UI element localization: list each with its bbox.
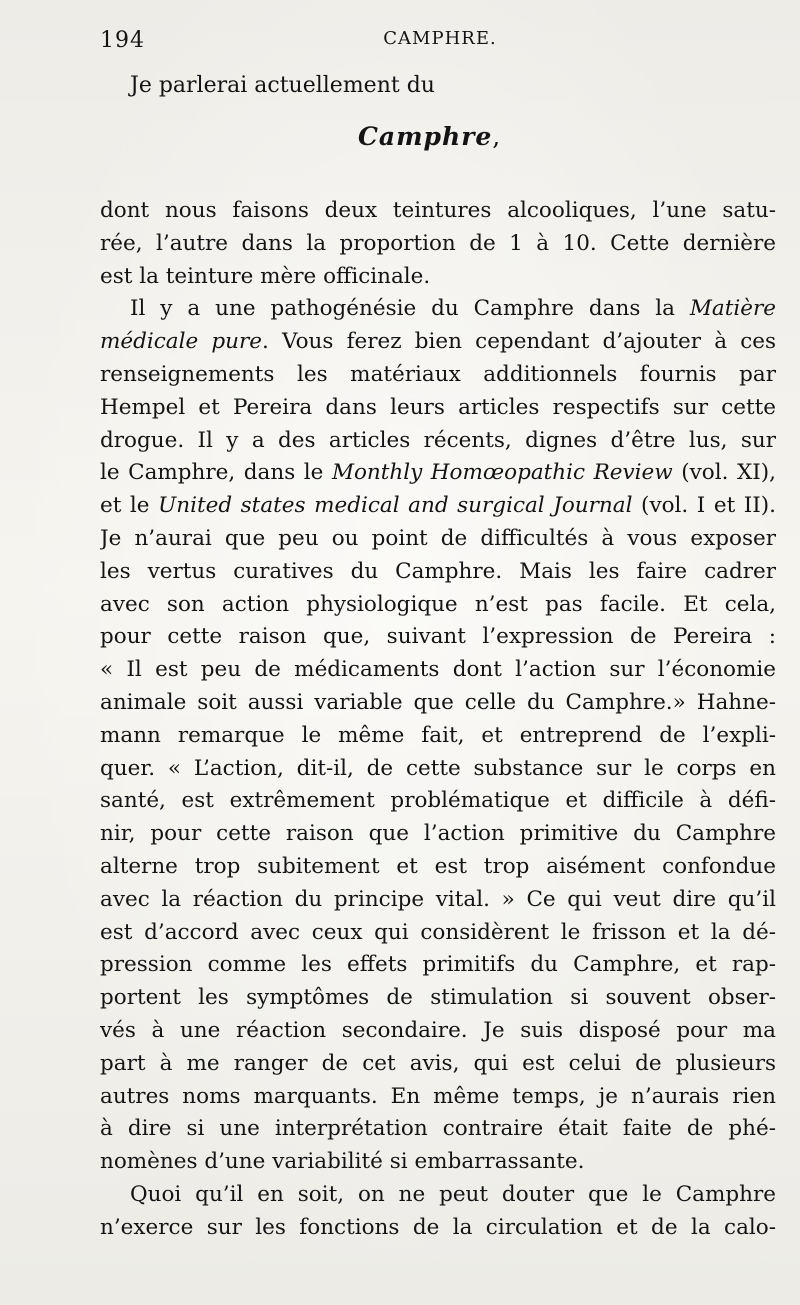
text-line: [100, 261, 776, 294]
text-line: [100, 326, 776, 359]
text-segment: à dire si une interprétation contraire était faite de phé-: [100, 1116, 776, 1142]
text-line: [100, 687, 776, 720]
text-segment: est la teinture mère officinale.: [100, 263, 431, 289]
section-title-word: Camphre: [358, 122, 493, 151]
text-line: [100, 851, 776, 884]
section-title: [358, 122, 501, 151]
text-segment: est d’accord avec ceux qui considèrent le frisson et la dé-: [100, 919, 776, 945]
text-segment: (vol. XI),: [672, 460, 776, 486]
text-segment: « Il est peu de médicaments dont l’action sur l’économie: [100, 657, 776, 683]
text-line: [100, 1113, 776, 1146]
italic-text: Matière: [689, 296, 776, 322]
running-head: CAMPHRE.: [383, 28, 497, 49]
text-line: [100, 1081, 776, 1114]
page-number: 194: [100, 28, 145, 53]
italic-text: United states medical and surgical Journal: [158, 493, 633, 519]
section-title-punct: ,: [492, 122, 502, 151]
text-line: [100, 359, 776, 392]
italic-text: Monthly Homœopathic Review: [331, 460, 673, 486]
text-segment: drogue. Il y a des articles récents, dignes d’être lus, sur: [100, 427, 776, 453]
text-segment: avec la réaction du principe vital. » Ce qui veut dire qu’il: [100, 886, 776, 912]
text-segment: Quoi qu’il en soit, on ne peut douter que le Camphre: [130, 1181, 776, 1207]
text-line: [100, 785, 776, 818]
text-line: [100, 392, 776, 425]
text-segment: rée, l’autre dans la proportion de 1 à 10. Cette dernière: [100, 230, 776, 256]
text-segment: renseignements les matériaux additionnels fournis par: [100, 361, 776, 387]
text-segment: Il y a une pathogénésie du Camphre dans la: [130, 296, 690, 322]
text-segment: dont nous faisons deux teintures alcooliques, l’une satu-: [100, 198, 776, 223]
text-line: [100, 949, 776, 982]
italic-text: médicale pure: [100, 329, 263, 355]
text-segment: (vol. I et II).: [632, 493, 776, 519]
text-line: [100, 293, 776, 326]
text-segment: nir, pour cette raison que l’action primitive du Camphre: [100, 821, 776, 847]
text-line: [100, 884, 776, 917]
text-line: [100, 556, 776, 589]
text-segment: vés à une réaction secondaire. Je suis disposé pour ma: [100, 1017, 776, 1043]
text-segment: autres noms marquants. En même temps, je n’aurais rien: [100, 1083, 776, 1109]
body-text: [100, 195, 776, 1245]
text-line: [100, 1146, 776, 1179]
text-line: [100, 1179, 776, 1212]
text-line: [100, 720, 776, 753]
text-segment: pour cette raison que, suivant l’expression de Pereira :: [100, 624, 776, 650]
text-line: [100, 1048, 776, 1081]
text-line: [100, 982, 776, 1015]
text-segment: les vertus curatives du Camphre. Mais les faire cadrer: [100, 558, 776, 584]
text-line: [100, 621, 776, 654]
text-segment: nomènes d’une variabilité si embarrassante.: [100, 1149, 585, 1175]
text-segment: alterne trop subitement et est trop aisément confondue: [100, 853, 776, 879]
text-line: [100, 523, 776, 556]
intro-line: Je parlerai actuellement du: [130, 73, 435, 98]
text-segment: mann remarque le même fait, et entreprend de l’expli-: [100, 722, 776, 748]
text-segment: . Vous ferez bien cependant d’ajouter à ces: [262, 329, 776, 355]
text-line: [100, 490, 776, 523]
text-segment: pression comme les effets primitifs du Camphre, et rap-: [100, 952, 776, 978]
text-line: [100, 654, 776, 687]
text-line: [100, 753, 776, 786]
text-line: [100, 195, 776, 228]
text-segment: avec son action physiologique n’est pas facile. Et cela,: [100, 591, 776, 617]
text-line: [100, 457, 776, 490]
text-segment: et le: [100, 493, 159, 519]
text-segment: Hempel et Pereira dans leurs articles respectifs sur cette: [100, 394, 776, 420]
text-line: [100, 589, 776, 622]
text-segment: quer. « L’action, dit-il, de cette substance sur le corps en: [100, 755, 776, 781]
text-line: [100, 425, 776, 458]
text-segment: le Camphre, dans le: [100, 460, 332, 486]
text-segment: animale soit aussi variable que celle du Camphre.» Hahne-: [100, 689, 776, 715]
text-segment: n’exerce sur les fonctions de la circulation et de la calo-: [100, 1214, 776, 1240]
text-line: [100, 1015, 776, 1048]
text-line: [100, 228, 776, 261]
text-line: [100, 917, 776, 950]
text-line: [100, 1212, 776, 1245]
page-header: [100, 28, 780, 58]
text-segment: part à me ranger de cet avis, qui est celui de plusieurs: [100, 1050, 776, 1076]
text-segment: portent les symptômes de stimulation si souvent obser-: [100, 985, 776, 1011]
text-segment: Je n’aurai que peu ou point de difficultés à vous exposer: [100, 525, 776, 551]
text-line: [100, 818, 776, 851]
text-segment: santé, est extrêmement problématique et difficile à défi-: [100, 788, 776, 814]
